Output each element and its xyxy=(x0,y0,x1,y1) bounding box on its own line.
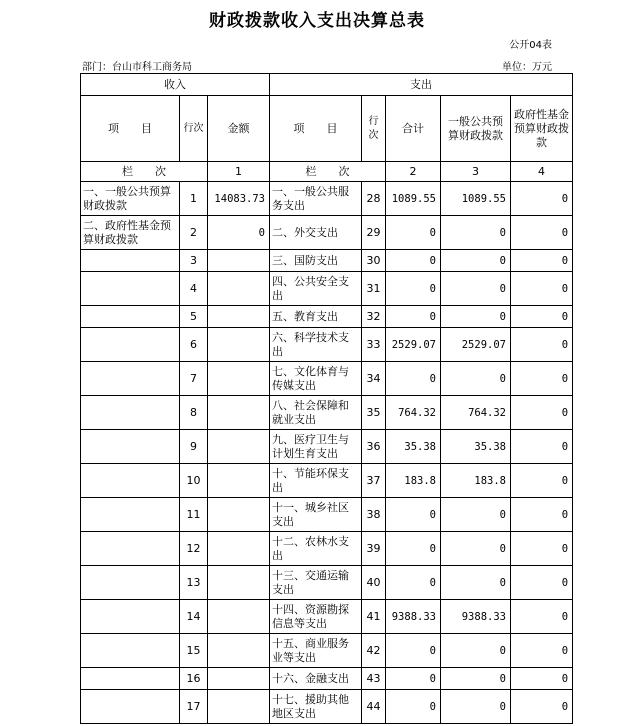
general-cell: 0 xyxy=(441,532,511,566)
income-item-cell: 一、一般公共预算财政拨款 xyxy=(81,182,180,216)
fund-budget-header: 政府性基金预算财政拨款 xyxy=(511,96,573,162)
expense-item-cell: 十一、城乡社区支出 xyxy=(270,498,362,532)
income-item-cell xyxy=(81,250,180,272)
page-title: 财政拨款收入支出决算总表 xyxy=(209,11,425,31)
income-item-cell xyxy=(81,498,180,532)
col-index-4: 4 xyxy=(511,162,573,182)
expense-line-cell: 36 xyxy=(362,430,386,464)
expense-item-cell: 十三、交通运输支出 xyxy=(270,566,362,600)
header-row-section xyxy=(81,74,573,96)
total-cell: 183.8 xyxy=(386,464,441,498)
total-cell: 1089.55 xyxy=(386,182,441,216)
income-line-cell: 17 xyxy=(180,690,208,724)
amount-cell xyxy=(208,690,270,724)
expense-item-cell: 十七、援助其他地区支出 xyxy=(270,690,362,724)
total-cell: 0 xyxy=(386,690,441,724)
expense-line-cell: 44 xyxy=(362,690,386,724)
expense-line-cell: 30 xyxy=(362,250,386,272)
table-row xyxy=(81,396,573,430)
amount-cell xyxy=(208,498,270,532)
expense-line-cell: 39 xyxy=(362,532,386,566)
income-item-cell xyxy=(81,634,180,668)
amount-cell xyxy=(208,250,270,272)
general-cell: 183.8 xyxy=(441,464,511,498)
fund-cell: 0 xyxy=(511,498,573,532)
income-item-cell xyxy=(81,396,180,430)
table-row xyxy=(81,668,573,690)
department-label: 部门：台山市科工商务局 xyxy=(82,62,192,73)
expense-item-cell: 十六、金融支出 xyxy=(270,668,362,690)
income-line-cell: 8 xyxy=(180,396,208,430)
expense-item-cell: 五、教育支出 xyxy=(270,306,362,328)
amount-cell xyxy=(208,532,270,566)
income-item-cell xyxy=(81,668,180,690)
amount-cell: 0 xyxy=(208,216,270,250)
amount-cell xyxy=(208,272,270,306)
income-item-cell xyxy=(81,362,180,396)
fund-cell: 0 xyxy=(511,566,573,600)
table-row xyxy=(81,182,573,216)
total-cell: 0 xyxy=(386,668,441,690)
lanci-label: 栏 次 xyxy=(81,162,208,182)
income-line-cell: 15 xyxy=(180,634,208,668)
total-cell: 0 xyxy=(386,566,441,600)
expense-line-cell: 43 xyxy=(362,668,386,690)
income-line-cell: 12 xyxy=(180,532,208,566)
fund-cell: 0 xyxy=(511,396,573,430)
lanci-label-2: 栏 次 xyxy=(270,162,386,182)
total-cell: 2529.07 xyxy=(386,328,441,362)
table-row xyxy=(81,634,573,668)
amount-cell xyxy=(208,634,270,668)
fund-cell: 0 xyxy=(511,668,573,690)
total-cell: 0 xyxy=(386,250,441,272)
expense-line-cell: 34 xyxy=(362,362,386,396)
income-line-cell: 3 xyxy=(180,250,208,272)
col-index-2: 2 xyxy=(386,162,441,182)
fund-cell: 0 xyxy=(511,600,573,634)
table-row xyxy=(81,498,573,532)
expense-line-cell: 37 xyxy=(362,464,386,498)
amount-cell xyxy=(208,464,270,498)
income-item-cell xyxy=(81,690,180,724)
header-row-columns xyxy=(81,96,573,162)
amount-cell xyxy=(208,668,270,690)
budget-table xyxy=(80,73,573,724)
form-number: 公开04表 xyxy=(509,40,552,51)
amount-cell xyxy=(208,328,270,362)
general-cell: 0 xyxy=(441,566,511,600)
col-index-3: 3 xyxy=(441,162,511,182)
income-item-cell: 二、政府性基金预算财政拨款 xyxy=(81,216,180,250)
amount-cell xyxy=(208,396,270,430)
expense-item-cell: 七、文化体育与传媒支出 xyxy=(270,362,362,396)
income-line-cell: 16 xyxy=(180,668,208,690)
table-row xyxy=(81,464,573,498)
general-budget-header: 一般公共预算财政拨款 xyxy=(441,96,511,162)
table-row xyxy=(81,690,573,724)
total-cell: 0 xyxy=(386,362,441,396)
fund-cell: 0 xyxy=(511,328,573,362)
income-item-cell xyxy=(81,532,180,566)
general-cell: 0 xyxy=(441,498,511,532)
general-cell: 764.32 xyxy=(441,396,511,430)
amount-cell xyxy=(208,566,270,600)
expense-item-cell: 十四、资源勘探信息等支出 xyxy=(270,600,362,634)
income-line-cell: 7 xyxy=(180,362,208,396)
fund-cell: 0 xyxy=(511,690,573,724)
expense-line-cell: 31 xyxy=(362,272,386,306)
table-row xyxy=(81,306,573,328)
expense-item-cell: 二、外交支出 xyxy=(270,216,362,250)
income-item-cell xyxy=(81,600,180,634)
income-item-cell xyxy=(81,464,180,498)
expense-line-cell: 28 xyxy=(362,182,386,216)
income-item-header: 项 目 xyxy=(81,96,180,162)
col-index-1: 1 xyxy=(208,162,270,182)
table-row xyxy=(81,362,573,396)
income-line-cell: 13 xyxy=(180,566,208,600)
table-row xyxy=(81,250,573,272)
fund-cell: 0 xyxy=(511,216,573,250)
income-item-cell xyxy=(81,328,180,362)
total-header: 合计 xyxy=(386,96,441,162)
expense-item-cell: 四、公共安全支出 xyxy=(270,272,362,306)
general-cell: 0 xyxy=(441,272,511,306)
general-cell: 0 xyxy=(441,634,511,668)
fund-cell: 0 xyxy=(511,362,573,396)
fund-cell: 0 xyxy=(511,182,573,216)
total-cell: 0 xyxy=(386,306,441,328)
income-line-cell: 4 xyxy=(180,272,208,306)
fund-cell: 0 xyxy=(511,306,573,328)
total-cell: 0 xyxy=(386,216,441,250)
income-line-cell: 6 xyxy=(180,328,208,362)
amount-cell: 14083.73 xyxy=(208,182,270,216)
income-line-cell: 5 xyxy=(180,306,208,328)
table-row xyxy=(81,600,573,634)
total-cell: 9388.33 xyxy=(386,600,441,634)
general-cell: 1089.55 xyxy=(441,182,511,216)
amount-cell xyxy=(208,362,270,396)
income-line-cell: 9 xyxy=(180,430,208,464)
total-cell: 0 xyxy=(386,634,441,668)
fund-cell: 0 xyxy=(511,430,573,464)
income-line-cell: 10 xyxy=(180,464,208,498)
general-cell: 0 xyxy=(441,668,511,690)
unit-label: 单位：万元 xyxy=(502,62,552,73)
expense-item-cell: 三、国防支出 xyxy=(270,250,362,272)
fund-cell: 0 xyxy=(511,634,573,668)
general-cell: 0 xyxy=(441,690,511,724)
income-item-cell xyxy=(81,306,180,328)
expense-line-cell: 32 xyxy=(362,306,386,328)
expense-line-cell: 42 xyxy=(362,634,386,668)
income-line-cell: 1 xyxy=(180,182,208,216)
total-cell: 0 xyxy=(386,272,441,306)
table-row xyxy=(81,328,573,362)
expense-line-cell: 35 xyxy=(362,396,386,430)
total-cell: 764.32 xyxy=(386,396,441,430)
fund-cell: 0 xyxy=(511,272,573,306)
amount-cell xyxy=(208,600,270,634)
fund-cell: 0 xyxy=(511,250,573,272)
general-cell: 9388.33 xyxy=(441,600,511,634)
general-cell: 2529.07 xyxy=(441,328,511,362)
expense-item-header: 项 目 xyxy=(270,96,362,162)
income-item-cell xyxy=(81,566,180,600)
general-cell: 35.38 xyxy=(441,430,511,464)
table-row xyxy=(81,566,573,600)
expense-item-cell: 九、医疗卫生与计划生育支出 xyxy=(270,430,362,464)
expense-line-cell: 41 xyxy=(362,600,386,634)
amount-cell xyxy=(208,430,270,464)
table-row xyxy=(81,532,573,566)
income-line-cell: 2 xyxy=(180,216,208,250)
expense-line-cell: 38 xyxy=(362,498,386,532)
income-line-cell: 14 xyxy=(180,600,208,634)
table-row xyxy=(81,216,573,250)
total-cell: 0 xyxy=(386,532,441,566)
total-cell: 35.38 xyxy=(386,430,441,464)
amount-cell xyxy=(208,306,270,328)
income-item-cell xyxy=(81,430,180,464)
table-row xyxy=(81,272,573,306)
expense-line-header: 行次 xyxy=(362,96,386,162)
general-cell: 0 xyxy=(441,216,511,250)
income-item-cell xyxy=(81,272,180,306)
column-index-row xyxy=(81,162,573,182)
expense-line-cell: 33 xyxy=(362,328,386,362)
fund-cell: 0 xyxy=(511,464,573,498)
income-line-header: 行次 xyxy=(180,96,208,162)
general-cell: 0 xyxy=(441,250,511,272)
table-row xyxy=(81,430,573,464)
total-cell: 0 xyxy=(386,498,441,532)
income-line-cell: 11 xyxy=(180,498,208,532)
expense-item-cell: 八、社会保障和就业支出 xyxy=(270,396,362,430)
expense-item-cell: 十五、商业服务业等支出 xyxy=(270,634,362,668)
general-cell: 0 xyxy=(441,306,511,328)
expense-item-cell: 一、一般公共服务支出 xyxy=(270,182,362,216)
fund-cell: 0 xyxy=(511,532,573,566)
expense-item-cell: 十、节能环保支出 xyxy=(270,464,362,498)
expense-item-cell: 六、科学技术支出 xyxy=(270,328,362,362)
expense-header: 支出 xyxy=(270,74,573,96)
general-cell: 0 xyxy=(441,362,511,396)
income-header: 收入 xyxy=(81,74,270,96)
expense-item-cell: 十二、农林水支出 xyxy=(270,532,362,566)
expense-line-cell: 29 xyxy=(362,216,386,250)
amount-header: 金额 xyxy=(208,96,270,162)
expense-line-cell: 40 xyxy=(362,566,386,600)
